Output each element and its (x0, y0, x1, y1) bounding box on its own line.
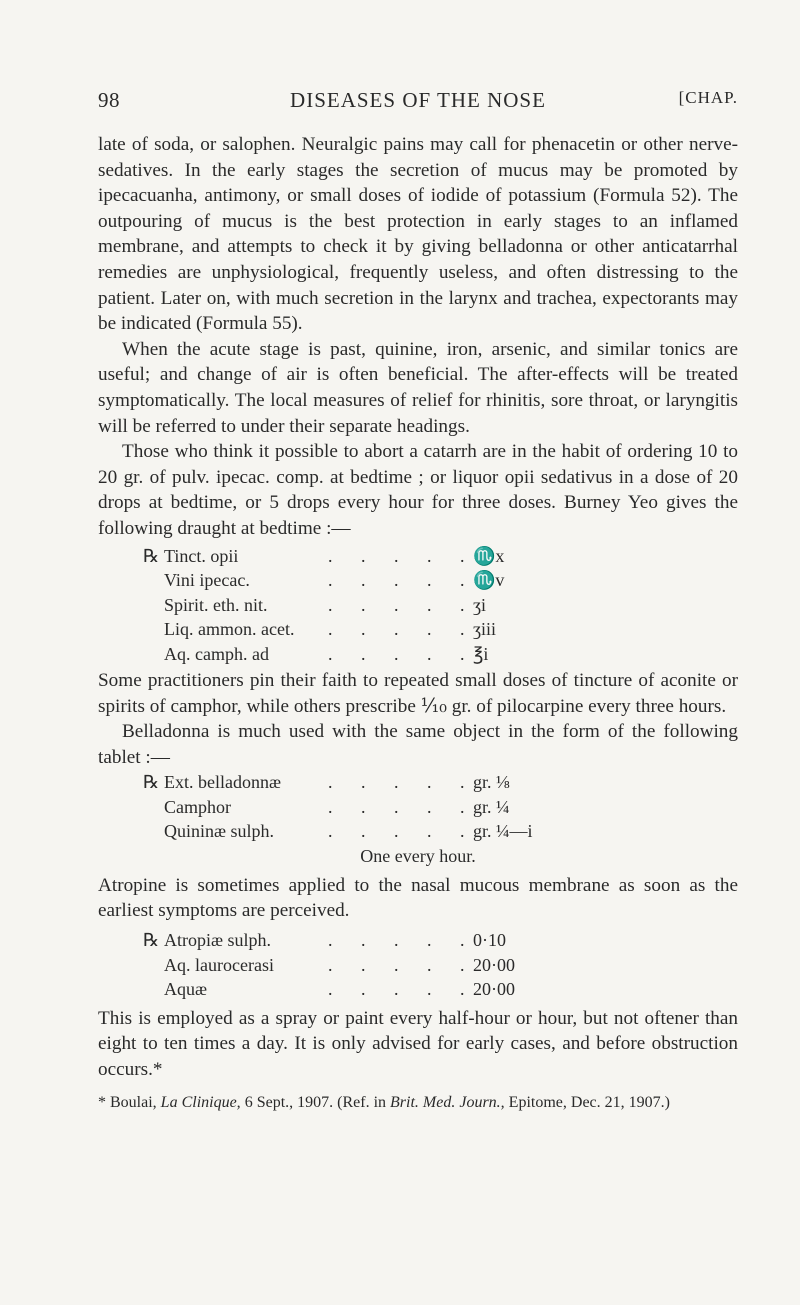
rx-row (98, 568, 738, 593)
rx-amount: 0·10 (473, 930, 506, 951)
paragraph-2: When the acute stage is past, quinine, iron, arsenic, and similar tonics are useful; and change of air is often beneficial. The after-effects will be treated symptomatically. The local measures of relief for rhinitis, sore throat, or laryngitis will be referred to under their separate headings. (98, 338, 738, 437)
rx-amount: gr. ¼—i (473, 821, 533, 842)
dosage-note: One every hour. (360, 845, 476, 866)
rx-amount: ℥i (473, 643, 489, 664)
rx-leader-dots: . . . . . (328, 979, 477, 1000)
paragraph-6: Atropine is sometimes applied to the nasal mucous membrane as soon as the earliest symptoms are perceived. (98, 874, 738, 922)
rx-row (98, 953, 738, 978)
rx-amount: gr. ¼ (473, 796, 510, 817)
rx-ingredient: Aq. laurocerasi (164, 954, 274, 975)
rx-leader-dots: . . . . . (328, 570, 477, 590)
rx-ingredient: Vini ipecac. (164, 570, 250, 590)
rx-ingredient: Aquæ (164, 979, 208, 1000)
rx-row (98, 617, 738, 642)
footnote-author: Boulai, (110, 1094, 157, 1112)
chapter-label: [CHAP. (678, 88, 738, 107)
footnote (98, 1092, 738, 1113)
footnote-journal: La Clinique, (160, 1094, 241, 1112)
paragraph-4: Some practitioners pin their faith to repeated small doses of tincture of aconite or spirits of camphor, while others prescribe ⅒ gr. of pilocarpine every three hours. (98, 670, 738, 717)
prescription-draught (98, 544, 738, 667)
footnote-marker: * (98, 1094, 106, 1112)
body-text (98, 132, 738, 1113)
paragraph-1: late of soda, or salophen. Neuralgic pains may call for phenacetin or other nerve-sedatives. In the early stages the secretion of mucus may be promoted by ipecacuanha, antimony, or small doses of iodide of potassium (Formula 52). The outpouring of mucus is the best protection in early stages to an inflamed membrane, and attempts to check it by giving belladonna or other anticatarrhal remedies are unphysiological, frequently useless, and often distressing to the patient. Later on, with much secretion in the larynx and trachea, expectorants may be indicated (Formula 55). (98, 134, 738, 335)
rx-ingredient: Quininæ sulph. (164, 821, 275, 842)
rx-ingredient: Aq. camph. ad (164, 643, 269, 664)
rx-amount: ʒi (473, 594, 486, 615)
rx-ingredient: Ext. belladonnæ (164, 772, 281, 793)
footnote-ref-journal: Brit. Med. Journ., (390, 1094, 505, 1112)
rx-ingredient: Tinct. opii (164, 545, 239, 566)
rx-row (98, 977, 738, 1002)
rx-leader-dots: . . . . . (328, 796, 477, 817)
rx-ingredient: Camphor (164, 796, 231, 817)
prescription-tablet (98, 770, 738, 869)
paragraph-7: This is employed as a spray or paint every half-hour or hour, but not oftener than eight to ten times a day. It is only advised for early cases, and before obstruction occurs.* (98, 1007, 738, 1080)
rx-ingredient: Liq. ammon. acet. (164, 619, 295, 639)
prescription-spray (98, 928, 738, 1002)
rx-leader-dots: . . . . . (328, 930, 477, 951)
rx-amount: 20·00 (473, 979, 515, 1000)
paragraph-3: Those who think it possible to abort a catarrh are in the habit of ordering 10 to 20 gr. of pulv. ipecac. comp. at bedtime ; or liquor opii sedativus in a dose of 20 drops at bedtime, or 5 drops every hour for three doses. Burney Yeo gives the following draught at bedtime :— (98, 441, 738, 539)
rx-symbol: ℞ (143, 545, 160, 566)
rx-row (98, 795, 738, 820)
rx-row (98, 928, 738, 953)
rx-leader-dots: . . . . . (328, 545, 477, 566)
rx-leader-dots: . . . . . (328, 821, 477, 842)
footnote-ref-suffix: Epitome, Dec. 21, 1907.) (508, 1094, 670, 1112)
rx-row (98, 593, 738, 618)
rx-leader-dots: . . . . . (328, 619, 477, 639)
rx-ingredient: Spirit. eth. nit. (164, 594, 268, 615)
paragraph-5: Belladonna is much used with the same object in the form of the following tablet :— (98, 721, 738, 768)
rx-symbol: ℞ (143, 930, 160, 951)
rx-leader-dots: . . . . . (328, 594, 477, 615)
rx-leader-dots: . . . . . (328, 954, 477, 975)
rx-leader-dots: . . . . . (328, 643, 477, 664)
running-title: DISEASES OF THE NOSE (290, 88, 546, 112)
rx-amount: ʒiii (473, 619, 496, 639)
rx-symbol: ℞ (143, 772, 160, 793)
rx-row (98, 544, 738, 569)
rx-row (98, 642, 738, 667)
rx-amount: gr. ⅛ (473, 772, 510, 793)
rx-ingredient: Atropiæ sulph. (164, 930, 272, 951)
footnote-ref-prefix: (Ref. in (337, 1094, 387, 1112)
page-number: 98 (98, 88, 120, 112)
rx-amount: ♏x (473, 545, 505, 566)
footnote-date: 6 Sept., 1907. (244, 1094, 334, 1112)
rx-leader-dots: . . . . . (328, 772, 477, 793)
rx-row (98, 819, 738, 844)
running-header (98, 88, 738, 118)
rx-amount: ♏v (473, 570, 505, 590)
rx-amount: 20·00 (473, 954, 515, 975)
rx-row (98, 770, 738, 795)
